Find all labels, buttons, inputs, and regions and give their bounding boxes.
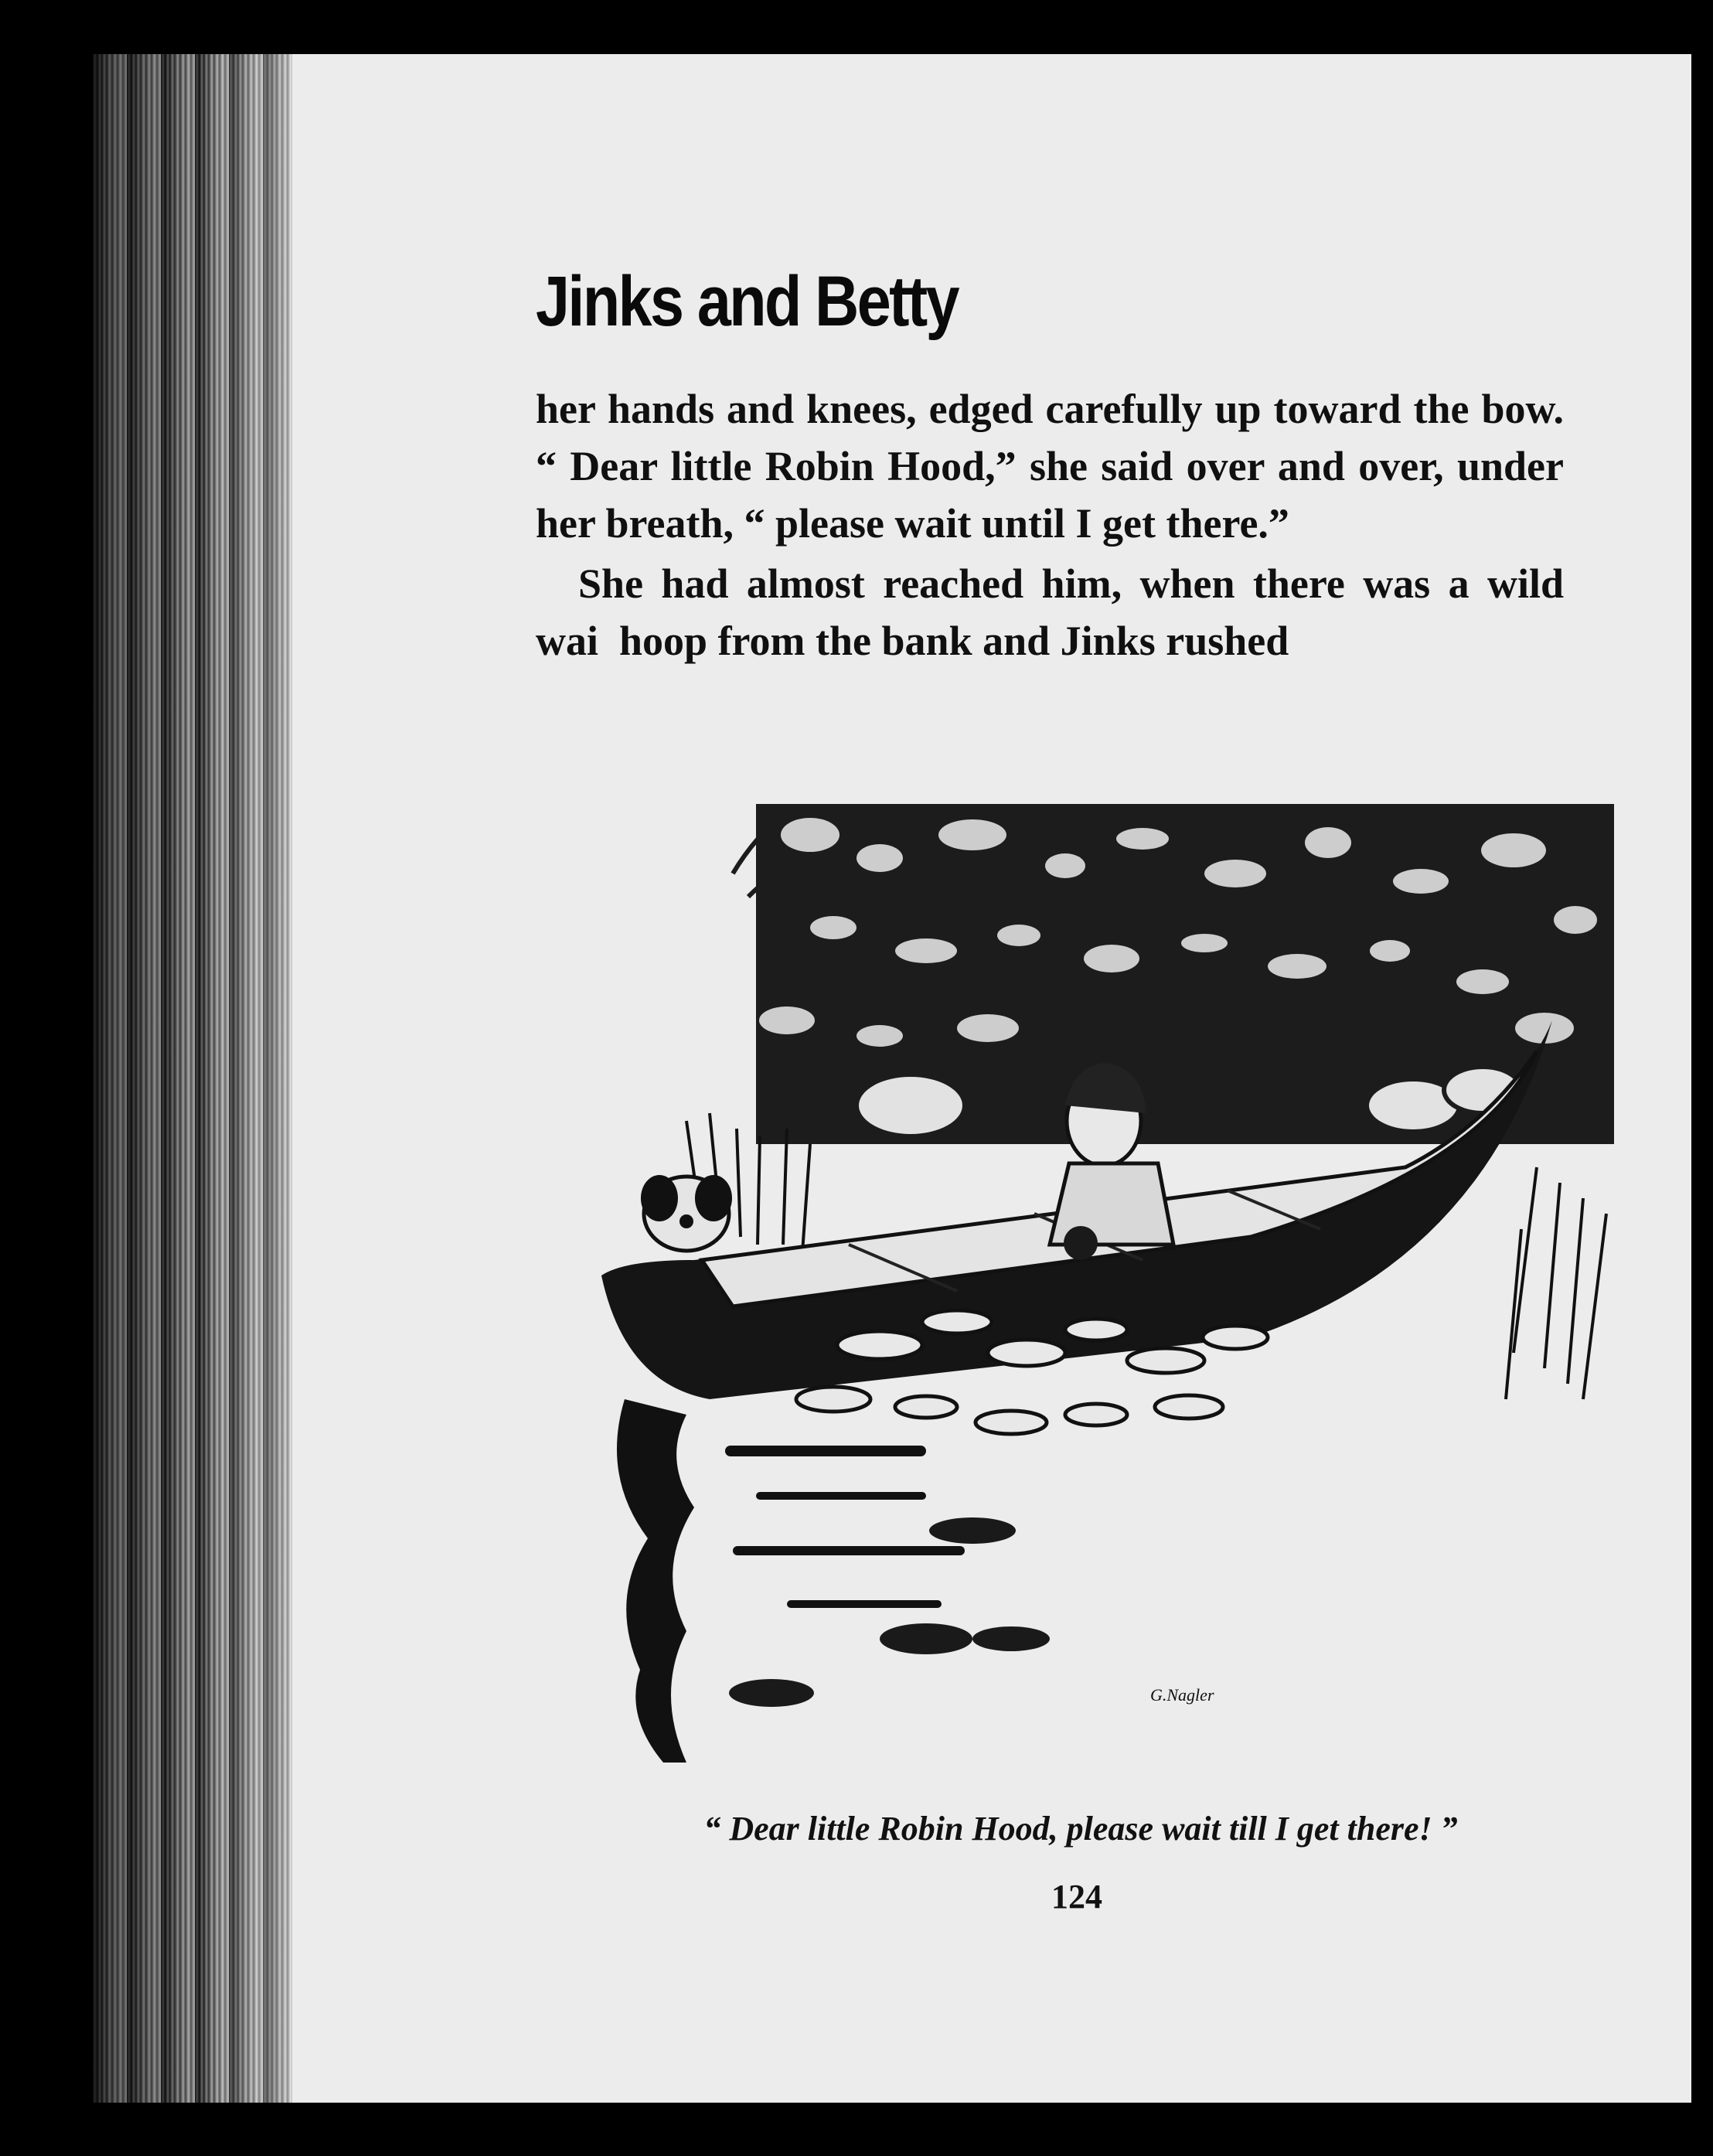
artist-signature: G.Nagler: [1150, 1685, 1214, 1705]
page-number: 124: [1051, 1878, 1102, 1916]
illustration-caption: “ Dear little Robin Hood, please wait till I get there! ”: [703, 1810, 1458, 1848]
paragraph-1: her hands and knees, edged carefully up toward the bow. “ Dear little Robin Hood,” she said over and over, under her breath, “ please wait until I get there.”: [536, 386, 1564, 547]
body-text: [536, 380, 1564, 669]
scan-bottom-border: [0, 2107, 1713, 2156]
canoe-illustration: [555, 765, 1637, 1817]
running-head: Jinks and Betty: [536, 262, 959, 341]
book-page-edges: [93, 54, 294, 2103]
book-page: [292, 54, 1691, 2103]
dog-figure: [641, 1175, 732, 1251]
foliage: [733, 804, 1614, 1144]
paragraph-2: She had almost reached him, when there was a wild wai hoop from the bank and Jinks rushed: [536, 560, 1564, 664]
